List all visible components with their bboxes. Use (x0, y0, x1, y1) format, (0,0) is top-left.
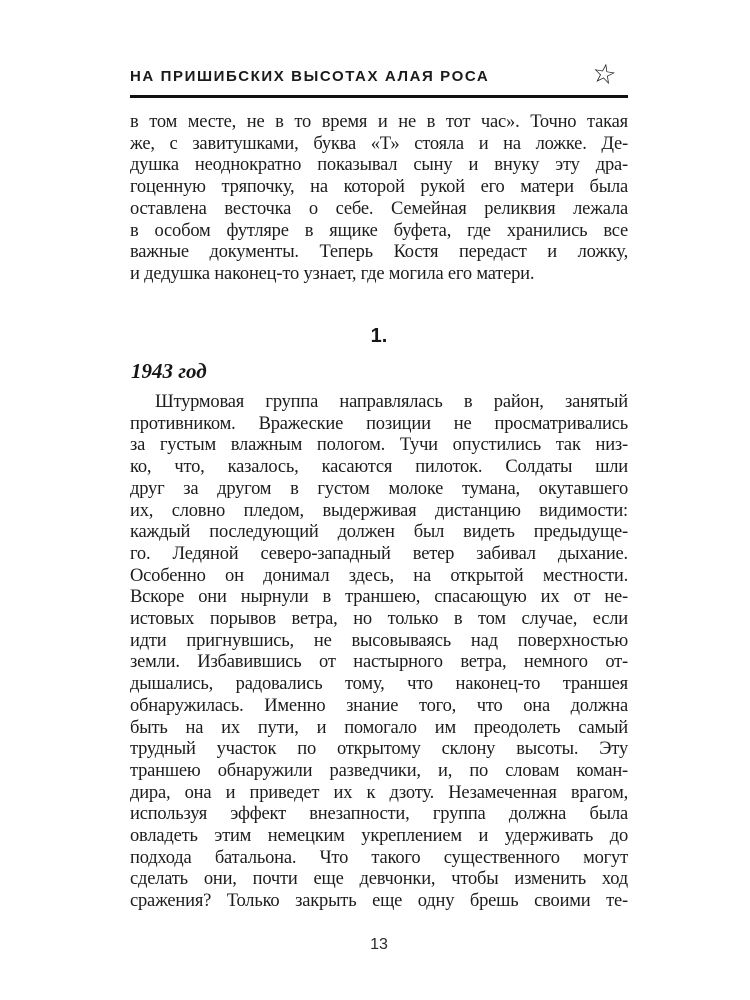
header-rule-divider (130, 95, 628, 98)
text-line: их, словно пледом, выдерживая дистанцию видимости: (130, 500, 628, 521)
text-line: го. Ледяной северо-западный ветер забивал дыхание. (130, 543, 628, 564)
text-line: Штурмовая группа направлялась в район, занятый (155, 392, 628, 412)
text-line: ко, что, казалось, касаются пилоток. Солдаты шли (130, 457, 628, 478)
running-header (130, 56, 628, 92)
text-line: каждый последующий должен был видеть предыдуще- (130, 522, 628, 543)
text-line: дира, она и приведет их к дзоту. Незамеченная врагом, (130, 782, 628, 803)
text-line: гоценную тряпочку, на которой рукой его матери была (130, 177, 628, 198)
text-line: же, с завитушками, буква «Т» стояла и на ложке. Де- (130, 133, 628, 154)
text-line: быть на их пути, и помогало им преодолеть самый (130, 717, 628, 738)
text-line: земли. Избавившись от настырного ветра, немного от- (130, 652, 628, 673)
text-line: подхода батальона. Что такого существенного могут (130, 847, 628, 868)
text-line: дышались, радовались тому, что наконец-то траншея (130, 674, 628, 695)
star-icon: ☆ (589, 56, 619, 92)
page-number: 13 (370, 936, 388, 953)
text-line: душка неоднократно показывал сыну и внуку эту дра- (130, 155, 628, 176)
text-line: и дедушка наконец-то узнает, где могила его матери. (130, 263, 535, 284)
text-line: используя эффект внезапности, группа должна была (130, 804, 628, 825)
text-line: сражения? Только закрыть еще одну брешь своими те- (130, 891, 628, 912)
text-line: противником. Вражеские позиции не просматривались (130, 413, 628, 434)
text-line: Вскоре они нырнули в траншею, спасающую их от не- (130, 587, 628, 608)
text-line: трудный участок по открытому склону высоты. Эту (130, 739, 628, 760)
text-line: Особенно он донимал здесь, на открытой местности. (130, 565, 628, 586)
text-line: друг за другом в густом молоке тумана, окутавшего (130, 478, 628, 499)
text-line: обнаружилась. Именно знание того, что она должна (130, 695, 628, 716)
text-line: траншею обнаружили разведчики, и, по словам коман- (130, 760, 628, 781)
text-line: в особом футляре в ящике буфета, где хранились все (130, 220, 628, 241)
paragraph-continuation (130, 112, 628, 286)
running-header-title: НА ПРИШИБСКИХ ВЫСОТАХ АЛАЯ РОСА (130, 67, 490, 85)
text-line: в том месте, не в то время и не в тот час». Точно такая (130, 112, 628, 132)
text-line: истовых порывов ветра, но только в том случае, если (130, 609, 628, 630)
section-year-heading: 1943 год (131, 359, 207, 383)
section-number: 1. (370, 325, 388, 347)
text-line: важные документы. Теперь Костя передаст и ложку, (130, 242, 628, 263)
text-line: за густым влажным пологом. Тучи опустились так низ- (130, 435, 628, 456)
text-line: сделать они, почти еще девчонки, чтобы изменить ход (130, 869, 628, 890)
text-line: оставлена весточка о себе. Семейная реликвия лежала (130, 198, 628, 219)
paragraph-body (130, 392, 628, 913)
text-line: идти пригнувшись, не высовываясь над поверхностью (130, 630, 628, 651)
text-line: овладеть этим немецким укреплением и удерживать до (130, 826, 628, 847)
